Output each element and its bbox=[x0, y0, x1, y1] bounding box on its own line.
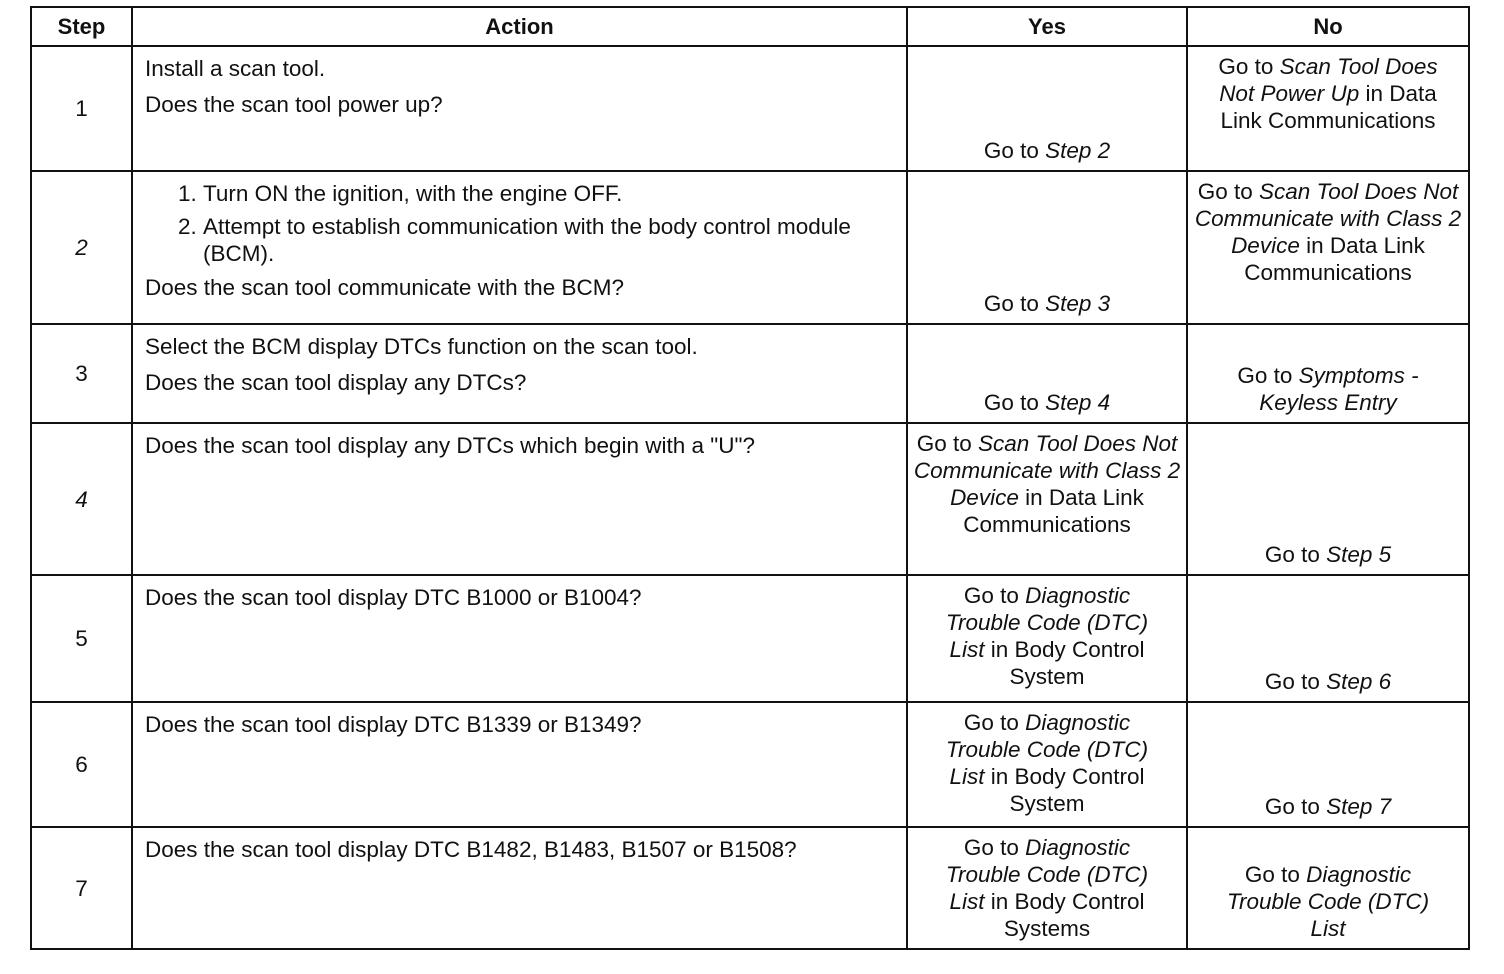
table-row bbox=[31, 423, 1469, 575]
action-question: Does the scan tool power up? bbox=[145, 92, 443, 117]
no-cell bbox=[1187, 423, 1469, 575]
yes-link[interactable]: Step 2 bbox=[1045, 138, 1111, 163]
step-number: 5 bbox=[31, 575, 132, 702]
diagnostic-table bbox=[30, 6, 1470, 950]
action-cell bbox=[132, 46, 907, 171]
no-pre: Go to bbox=[1264, 669, 1327, 694]
yes-link[interactable]: Step 3 bbox=[1045, 291, 1111, 316]
yes-post: in Body Control System bbox=[984, 637, 1145, 689]
step-number: 3 bbox=[31, 324, 132, 423]
step-number: 1 bbox=[31, 46, 132, 171]
header-row bbox=[31, 7, 1469, 46]
yes-link[interactable]: Diagnostic Trouble Code (DTC) List bbox=[945, 583, 1149, 662]
no-cell bbox=[1187, 827, 1469, 949]
action-cell bbox=[132, 827, 907, 949]
action-question: Does the scan tool display DTC B1482, B1483, B1507 or B1508? bbox=[145, 837, 797, 862]
no-cell bbox=[1187, 702, 1469, 827]
no-link[interactable]: Diagnostic Trouble Code (DTC) List bbox=[1226, 862, 1430, 941]
yes-link[interactable]: Diagnostic Trouble Code (DTC) List bbox=[945, 835, 1149, 914]
no-post: in Data Link Communications bbox=[1220, 81, 1437, 133]
yes-post: in Body Control Systems bbox=[984, 889, 1145, 941]
yes-link[interactable]: Diagnostic Trouble Code (DTC) List bbox=[945, 710, 1149, 789]
yes-pre: Go to bbox=[963, 583, 1026, 608]
table-row bbox=[31, 171, 1469, 324]
step-number: 7 bbox=[31, 827, 132, 949]
action-cell bbox=[132, 702, 907, 827]
yes-cell bbox=[907, 46, 1187, 171]
no-cell bbox=[1187, 46, 1469, 171]
header-action: Action bbox=[132, 7, 907, 46]
yes-cell bbox=[907, 423, 1187, 575]
no-link[interactable]: Scan Tool Does Not Power Up bbox=[1219, 54, 1438, 106]
step-number: 4 bbox=[31, 423, 132, 575]
no-pre: Go to bbox=[1264, 794, 1327, 819]
no-post: in Data Link Communications bbox=[1244, 233, 1425, 285]
table-row bbox=[31, 702, 1469, 827]
action-step-item: 1. Turn ON the ignition, with the engine OFF. bbox=[203, 180, 896, 207]
action-question: Does the scan tool display any DTCs which begin with a "U"? bbox=[145, 433, 756, 458]
no-cell bbox=[1187, 324, 1469, 423]
no-link[interactable]: Scan Tool Does Not Communicate with Class 2 Device bbox=[1194, 179, 1462, 258]
action-question: Does the scan tool display DTC B1000 or B1004? bbox=[145, 585, 642, 610]
action-step-item: 2. Attempt to establish communication with the body control module (BCM). bbox=[203, 213, 896, 267]
table-row bbox=[31, 46, 1469, 171]
table-row bbox=[31, 827, 1469, 949]
action-text: Install a scan tool. bbox=[145, 56, 326, 81]
no-cell bbox=[1187, 575, 1469, 702]
action-question: Does the scan tool communicate with the BCM? bbox=[145, 275, 624, 300]
yes-pre: Go to bbox=[983, 291, 1046, 316]
yes-pre: Go to bbox=[963, 710, 1026, 735]
yes-pre: Go to bbox=[963, 835, 1026, 860]
no-cell bbox=[1187, 171, 1469, 324]
yes-cell bbox=[907, 827, 1187, 949]
no-link[interactable]: Step 6 bbox=[1326, 669, 1392, 694]
yes-pre: Go to bbox=[983, 138, 1046, 163]
action-text: Select the BCM display DTCs function on the scan tool. bbox=[145, 334, 698, 359]
yes-cell bbox=[907, 171, 1187, 324]
yes-cell bbox=[907, 324, 1187, 423]
action-question: Does the scan tool display DTC B1339 or B1349? bbox=[145, 712, 642, 737]
action-cell bbox=[132, 423, 907, 575]
yes-cell bbox=[907, 702, 1187, 827]
action-steps-list bbox=[145, 180, 896, 267]
header-no: No bbox=[1187, 7, 1469, 46]
action-cell bbox=[132, 324, 907, 423]
yes-cell bbox=[907, 575, 1187, 702]
no-pre: Go to bbox=[1244, 862, 1307, 887]
no-pre: Go to bbox=[1218, 54, 1280, 79]
no-link[interactable]: Symptoms - Keyless Entry bbox=[1259, 363, 1419, 415]
header-yes: Yes bbox=[907, 7, 1187, 46]
yes-post: in Data Link Communications bbox=[963, 485, 1144, 537]
yes-post: in Body Control System bbox=[984, 764, 1145, 816]
yes-pre: Go to bbox=[916, 431, 978, 456]
no-pre: Go to bbox=[1197, 179, 1259, 204]
no-pre: Go to bbox=[1264, 542, 1327, 567]
no-pre: Go to bbox=[1237, 363, 1299, 388]
no-link[interactable]: Step 5 bbox=[1326, 542, 1392, 567]
table-row bbox=[31, 324, 1469, 423]
table-row bbox=[31, 575, 1469, 702]
no-link[interactable]: Step 7 bbox=[1326, 794, 1392, 819]
step-number: 2 bbox=[31, 171, 132, 324]
yes-link[interactable]: Step 4 bbox=[1045, 390, 1111, 415]
action-question: Does the scan tool display any DTCs? bbox=[145, 370, 527, 395]
action-cell bbox=[132, 575, 907, 702]
action-cell bbox=[132, 171, 907, 324]
header-step: Step bbox=[31, 7, 132, 46]
step-number: 6 bbox=[31, 702, 132, 827]
yes-link[interactable]: Scan Tool Does Not Communicate with Class 2 Device bbox=[913, 431, 1181, 510]
yes-pre: Go to bbox=[983, 390, 1046, 415]
